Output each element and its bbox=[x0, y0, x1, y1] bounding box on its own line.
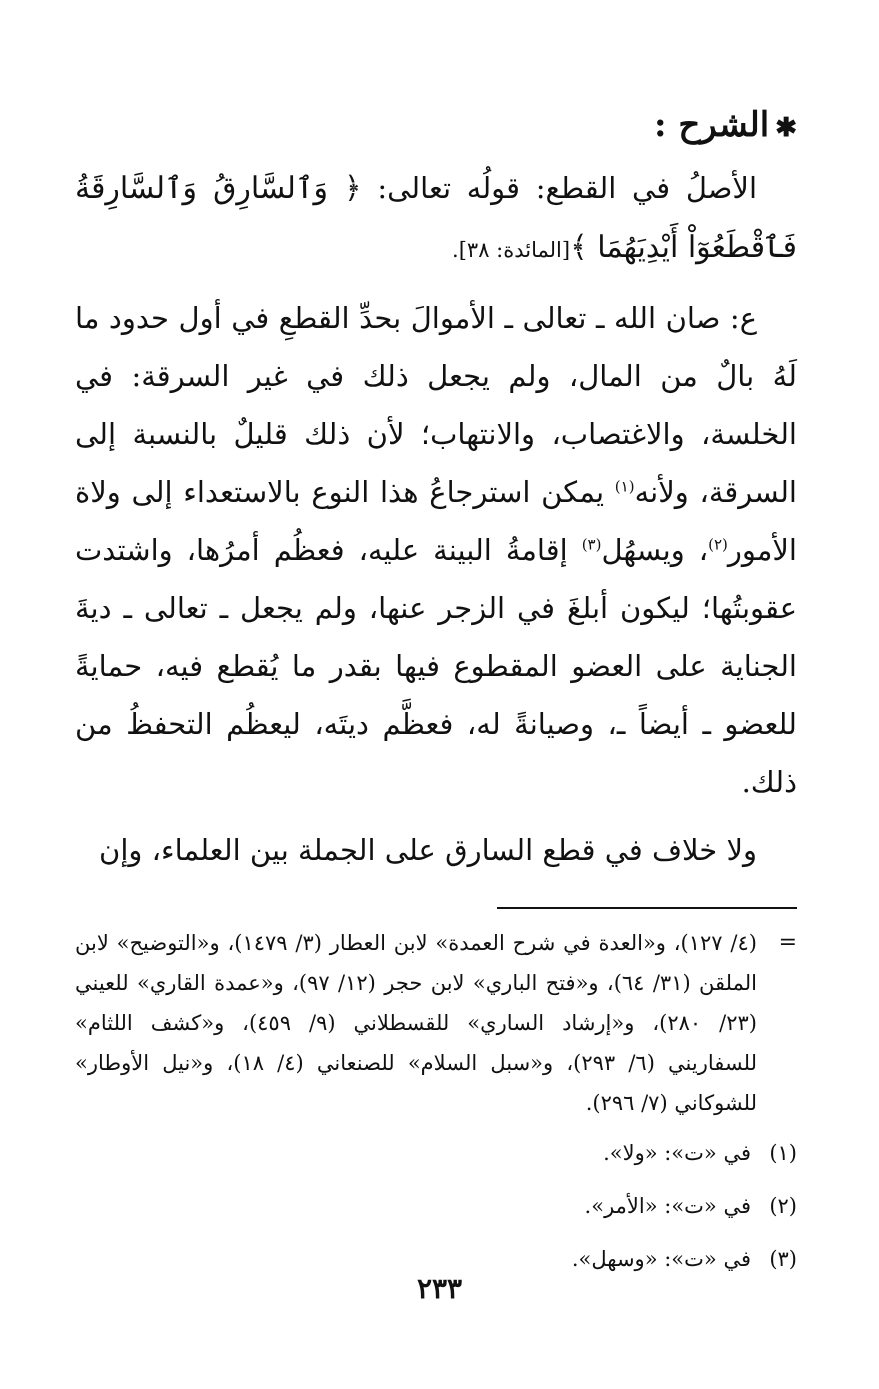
verse-reference: [المائدة: ٣٨]. bbox=[452, 238, 571, 262]
paragraph-3 bbox=[75, 821, 797, 879]
page-number: ٢٣٣ bbox=[416, 1272, 463, 1305]
footnote-text: في «ت»: «وسهل». bbox=[571, 1247, 751, 1271]
heading-title: الشرح : bbox=[653, 105, 770, 145]
footnote-1 bbox=[75, 1131, 797, 1176]
footnote-continuation bbox=[75, 923, 797, 1123]
paragraph-1 bbox=[75, 159, 797, 279]
continuation-mark: = bbox=[778, 930, 797, 955]
section-heading bbox=[75, 100, 797, 153]
main-text bbox=[75, 159, 797, 879]
footnote-separator bbox=[497, 907, 797, 909]
paragraph-2-part-c: ، ويسهُل bbox=[601, 533, 709, 567]
footnote-number: (٢) bbox=[769, 1194, 797, 1218]
paragraph-3-text: ولا خلاف في قطع السارق على الجملة بين العلماء، وإن bbox=[99, 833, 757, 867]
footnote-ref-1: (١) bbox=[614, 477, 635, 496]
paragraph-2-part-a: ع: صان الله ـ تعالى ـ الأموالَ بحدِّ القطعِ في أول حدود ما لَهُ بالٌ من المال، ولم يجعل ذلك في غير السرقة: في الخلسة، والاغتصاب، والانتهاب؛ لأن ذلك قليلٌ بالنسبة إلى السرقة، ولأنه bbox=[75, 301, 797, 509]
footnote-number: (١) bbox=[769, 1141, 797, 1165]
page-body bbox=[75, 100, 797, 1282]
paragraph-2-part-b: يمكن استرجاعُ هذا النوع بالاستعداء إلى ولاة الأمور bbox=[75, 475, 797, 567]
footnotes bbox=[75, 923, 797, 1282]
footnote-text: في «ت»: «ولا». bbox=[603, 1141, 751, 1165]
footnote-ref-2: (٢) bbox=[708, 535, 728, 554]
footnote-ref-3: (٣) bbox=[581, 535, 602, 554]
star-icon: ✱ bbox=[775, 113, 797, 143]
footnote-2 bbox=[75, 1184, 797, 1229]
footnote-separator-wrap bbox=[75, 879, 797, 923]
paragraph-2 bbox=[75, 289, 797, 811]
paragraph-1-text: الأصلُ في القطع: قولُه تعالى: bbox=[361, 171, 758, 205]
paragraph-2-part-d: إقامةُ البينة عليه، فعظُم أمرُها، واشتدت عقوبتُها؛ ليكون أبلغَ في الزجر عنها، ولم يجعل ـ تعالى ـ ديةَ الجناية على العضو المقطوع فيها بقدر ما يُقطع فيه، حمايةً للعضو ـ أيضاً ـ، وصيانةً له، فعظَّم ديتَه، ليعظُم التحفظُ من ذلك. bbox=[75, 533, 797, 799]
footnote-text: في «ت»: «الأمر». bbox=[584, 1194, 751, 1218]
quran-verse: ﴿ وَٱلسَّارِقُ وَٱلسَّارِقَةُ فَٱقْطَعُوٓاْ أَيْدِيَهُمَا ﴾ bbox=[75, 171, 797, 265]
continuation-text: (٤/ ١٢٧)، و«العدة في شرح العمدة» لابن العطار (٣/ ١٤٧٩)، و«التوضيح» لابن الملقن (٣١/ ٦٤)، و«فتح الباري» لابن حجر (١٢/ ٩٧)، و«عمدة القاري» للعيني (٢٣/ ٢٨٠)، و«إرشاد الساري» للقسطلاني (٩/ ٤٥٩)، و«كشف اللثام» للسفاريني (٦/ ٢٩٣)، و«سبل السلام» للصنعاني (٤/ ١٨)، و«نيل الأوطار» للشوكاني (٧/ ٢٩٦). bbox=[75, 931, 757, 1115]
footnote-number: (٣) bbox=[769, 1247, 797, 1271]
